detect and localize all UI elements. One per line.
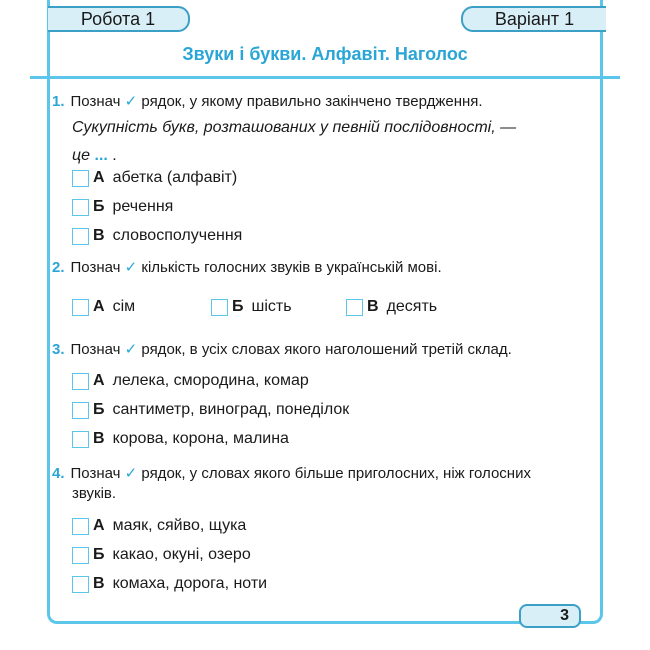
q1-option-c[interactable] bbox=[72, 225, 242, 247]
option-text: комаха, дорога, ноти bbox=[112, 575, 268, 592]
answer-checkbox[interactable] bbox=[211, 299, 228, 316]
question-text: рядок, у якому правильно закінчено твердження. bbox=[141, 93, 483, 110]
q3-option-a[interactable] bbox=[72, 370, 309, 392]
checkmark-icon: ✓ bbox=[124, 341, 138, 358]
option-letter: В bbox=[367, 298, 379, 315]
option-letter: Б bbox=[93, 546, 105, 563]
question-number: 4. bbox=[52, 465, 65, 482]
q4-option-a[interactable] bbox=[72, 515, 246, 537]
q2-option-c[interactable] bbox=[346, 296, 437, 318]
option-letter: Б bbox=[232, 298, 244, 315]
option-text: абетка (алфавіт) bbox=[112, 169, 238, 186]
variant-label: Варіант 1 bbox=[461, 6, 606, 32]
option-letter: А bbox=[93, 298, 105, 315]
answer-checkbox[interactable] bbox=[72, 299, 89, 316]
page-title: Звуки і букви. Алфавіт. Наголос bbox=[182, 44, 468, 64]
option-text: шість bbox=[251, 298, 292, 315]
option-letter: Б bbox=[93, 401, 105, 418]
title-divider bbox=[30, 76, 620, 79]
statement-word: це bbox=[72, 147, 91, 164]
blank-dots: ... bbox=[94, 147, 108, 164]
answer-checkbox[interactable] bbox=[72, 373, 89, 390]
option-text: сантиметр, виноград, понеділок bbox=[112, 401, 350, 418]
question-4-line-2: звуків. bbox=[72, 485, 117, 502]
question-3 bbox=[52, 340, 552, 360]
question-number: 2. bbox=[52, 259, 65, 276]
option-text: какао, окуні, озеро bbox=[112, 546, 251, 563]
option-text: словосполучення bbox=[112, 227, 243, 244]
option-letter: В bbox=[93, 227, 105, 244]
answer-checkbox[interactable] bbox=[346, 299, 363, 316]
option-text: речення bbox=[112, 198, 174, 215]
q1-option-a[interactable] bbox=[72, 167, 237, 189]
question-verb: Познач bbox=[70, 465, 121, 482]
answer-checkbox[interactable] bbox=[72, 199, 89, 216]
checkmark-icon: ✓ bbox=[124, 259, 138, 276]
answer-checkbox[interactable] bbox=[72, 402, 89, 419]
question-number: 3. bbox=[52, 341, 65, 358]
q4-option-b[interactable] bbox=[72, 544, 251, 566]
checkmark-icon: ✓ bbox=[124, 465, 138, 482]
question-text: рядок, в усіх словах якого наголошений третій склад. bbox=[141, 341, 512, 358]
option-letter: В bbox=[93, 575, 105, 592]
answer-checkbox[interactable] bbox=[72, 431, 89, 448]
option-text: сім bbox=[112, 298, 136, 315]
q1-option-b[interactable] bbox=[72, 196, 173, 218]
question-verb: Познач bbox=[70, 341, 121, 358]
q3-option-c[interactable] bbox=[72, 428, 289, 450]
q3-option-b[interactable] bbox=[72, 399, 349, 421]
question-verb: Познач bbox=[70, 93, 121, 110]
option-text: лелека, смородина, комар bbox=[112, 372, 309, 389]
checkmark-icon: ✓ bbox=[124, 93, 138, 110]
question-1-statement bbox=[72, 114, 552, 170]
page-number: 3 bbox=[519, 604, 581, 628]
option-letter: А bbox=[93, 169, 105, 186]
q2-option-b[interactable] bbox=[211, 296, 292, 318]
question-text: кількість голосних звуків в українській мові. bbox=[141, 259, 442, 276]
option-letter: Б bbox=[93, 198, 105, 215]
answer-checkbox[interactable] bbox=[72, 518, 89, 535]
work-number-label: Робота 1 bbox=[48, 6, 190, 32]
option-text: корова, корона, малина bbox=[112, 430, 289, 447]
option-text: десять bbox=[386, 298, 438, 315]
question-2 bbox=[52, 258, 552, 278]
statement-line-1: Сукупність букв, розташованих у певній послідовності, — bbox=[72, 119, 517, 136]
option-letter: А bbox=[93, 372, 105, 389]
answer-checkbox[interactable] bbox=[72, 170, 89, 187]
option-letter: В bbox=[93, 430, 105, 447]
q2-option-a[interactable] bbox=[72, 296, 135, 318]
question-4 bbox=[52, 464, 552, 484]
question-number: 1. bbox=[52, 93, 65, 110]
q4-option-c[interactable] bbox=[72, 573, 267, 595]
question-1 bbox=[52, 92, 552, 112]
answer-checkbox[interactable] bbox=[72, 228, 89, 245]
statement-line-2 bbox=[72, 142, 552, 170]
option-letter: А bbox=[93, 517, 105, 534]
question-text: рядок, у словах якого більше приголосних, ніж голосних bbox=[141, 465, 531, 482]
answer-checkbox[interactable] bbox=[72, 576, 89, 593]
question-verb: Познач bbox=[70, 259, 121, 276]
answer-checkbox[interactable] bbox=[72, 547, 89, 564]
statement-period: . bbox=[112, 147, 117, 164]
option-text: маяк, сяйво, щука bbox=[112, 517, 247, 534]
